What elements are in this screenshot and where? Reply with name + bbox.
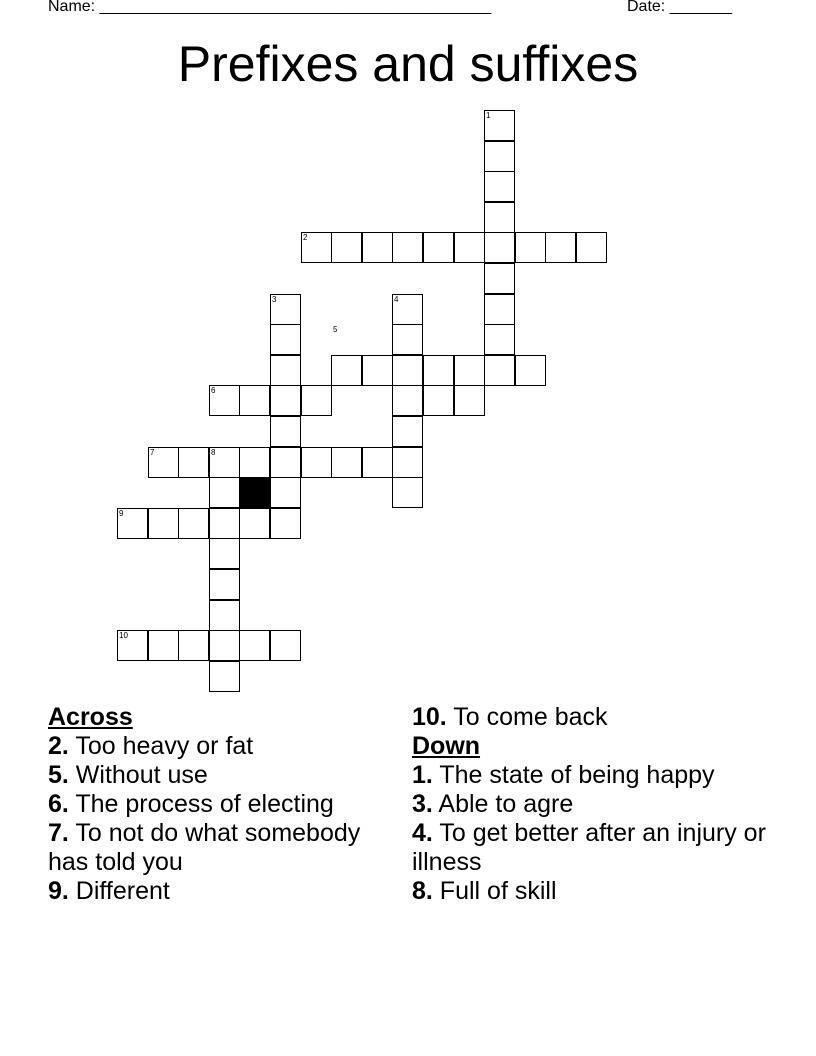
- grid-cell[interactable]: [392, 447, 423, 478]
- grid-cell[interactable]: [239, 447, 270, 478]
- grid-cell[interactable]: [362, 232, 393, 263]
- grid-cell[interactable]: [209, 508, 240, 539]
- clue-across: [48, 761, 398, 790]
- clue-number-label: 10: [119, 631, 128, 640]
- grid-cell[interactable]: [209, 538, 240, 569]
- grid-cell[interactable]: [270, 385, 301, 416]
- grid-cell[interactable]: [209, 477, 240, 508]
- grid-cell[interactable]: [270, 324, 301, 355]
- clue-number: 7.: [48, 819, 69, 847]
- grid-cell[interactable]: [331, 355, 362, 386]
- grid-cell[interactable]: [331, 447, 362, 478]
- page-title: Prefixes and suffixes: [177, 36, 639, 92]
- clue-number: 5.: [48, 761, 69, 789]
- clue-number-label: 8: [211, 448, 216, 457]
- clue-across: [48, 877, 398, 906]
- grid-cell[interactable]: [515, 232, 546, 263]
- clue-across: [412, 703, 772, 732]
- grid-cell[interactable]: [423, 355, 454, 386]
- clue-across: [48, 790, 398, 819]
- clue-number: 9.: [48, 877, 69, 905]
- clue-text: Full of skill: [432, 877, 557, 905]
- grid-cell[interactable]: [515, 355, 546, 386]
- grid-cell[interactable]: [545, 232, 576, 263]
- grid-cell[interactable]: [392, 324, 423, 355]
- clue-across: [48, 819, 398, 877]
- grid-cell[interactable]: [362, 447, 393, 478]
- grid-cell[interactable]: [423, 385, 454, 416]
- grid-cell[interactable]: [484, 355, 515, 386]
- date-field-line: Date: _______: [627, 0, 732, 15]
- grid-cell[interactable]: [362, 355, 393, 386]
- clue-text: To not do what somebody has told you: [48, 819, 361, 876]
- grid-cell[interactable]: [270, 630, 301, 661]
- grid-cell[interactable]: [239, 508, 270, 539]
- grid-cell[interactable]: [178, 447, 209, 478]
- grid-cell[interactable]: [392, 232, 423, 263]
- grid-cell[interactable]: [209, 600, 240, 631]
- grid-cell[interactable]: [148, 508, 179, 539]
- grid-cell[interactable]: [270, 355, 301, 386]
- clue-text: Too heavy or fat: [68, 732, 254, 760]
- clue-number-label: 9: [119, 509, 124, 518]
- grid-cell[interactable]: [423, 232, 454, 263]
- clue-number: 2.: [48, 732, 69, 760]
- clue-number-label: 3: [272, 295, 277, 304]
- grid-cell[interactable]: [484, 202, 515, 233]
- grid-cell[interactable]: [576, 232, 607, 263]
- grid-cell[interactable]: [484, 171, 515, 202]
- clue-text: Different: [68, 877, 170, 905]
- grid-cell[interactable]: [484, 232, 515, 263]
- grid-cell[interactable]: [239, 630, 270, 661]
- grid-cell[interactable]: [209, 630, 240, 661]
- across-heading: Across: [48, 703, 133, 731]
- clue-down: [412, 877, 772, 906]
- blocked-cell: [239, 477, 270, 508]
- clue-down: [412, 790, 772, 819]
- clue-down: [412, 761, 772, 790]
- grid-cell[interactable]: [270, 477, 301, 508]
- down-heading: Down: [412, 732, 481, 760]
- grid-cell[interactable]: [484, 324, 515, 355]
- clue-text: The state of being happy: [432, 761, 715, 789]
- clue-number: 10.: [412, 703, 447, 731]
- grid-cell[interactable]: [270, 508, 301, 539]
- grid-cell[interactable]: [178, 630, 209, 661]
- clues-column-right: [412, 703, 772, 906]
- grid-cell[interactable]: [239, 385, 270, 416]
- clue-down: [412, 819, 772, 877]
- grid-cell[interactable]: [454, 232, 485, 263]
- grid-cell[interactable]: [484, 294, 515, 325]
- grid-cell[interactable]: [392, 385, 423, 416]
- clue-number: 6.: [48, 790, 69, 818]
- clue-text: To come back: [446, 703, 608, 731]
- clue-number: 1.: [412, 761, 433, 789]
- grid-cell[interactable]: [484, 141, 515, 172]
- grid-cell[interactable]: [178, 508, 209, 539]
- clue-text: Able to agre: [432, 790, 574, 818]
- name-field-line: Name: ____________________________________________: [48, 0, 492, 15]
- grid-cell[interactable]: [209, 661, 240, 692]
- clue-number-label: 7: [150, 448, 155, 457]
- grid-cell[interactable]: [301, 385, 332, 416]
- clue-across: [48, 732, 398, 761]
- grid-cell[interactable]: [270, 447, 301, 478]
- clues-column-left: [48, 703, 398, 906]
- clue-text: To get better after an injury or illness: [412, 819, 766, 876]
- clue-number: 3.: [412, 790, 433, 818]
- clue-text: The process of electing: [68, 790, 334, 818]
- grid-cell[interactable]: [392, 416, 423, 447]
- grid-cell[interactable]: [454, 355, 485, 386]
- clue-text: Without use: [68, 761, 208, 789]
- clue-number-label: 5: [333, 325, 338, 334]
- grid-cell[interactable]: [270, 416, 301, 447]
- clue-number-label: 4: [394, 295, 399, 304]
- clue-number: 4.: [412, 819, 433, 847]
- grid-cell[interactable]: [331, 232, 362, 263]
- clue-number-label: 1: [486, 111, 491, 120]
- clue-number-label: 6: [211, 386, 216, 395]
- grid-cell[interactable]: [392, 355, 423, 386]
- clue-number-label: 2: [303, 233, 308, 242]
- clue-number: 8.: [412, 877, 433, 905]
- grid-cell[interactable]: [148, 630, 179, 661]
- grid-cell[interactable]: [392, 477, 423, 508]
- grid-cell[interactable]: [301, 447, 332, 478]
- grid-cell[interactable]: [209, 569, 240, 600]
- grid-cell[interactable]: [454, 385, 485, 416]
- grid-cell[interactable]: [484, 263, 515, 294]
